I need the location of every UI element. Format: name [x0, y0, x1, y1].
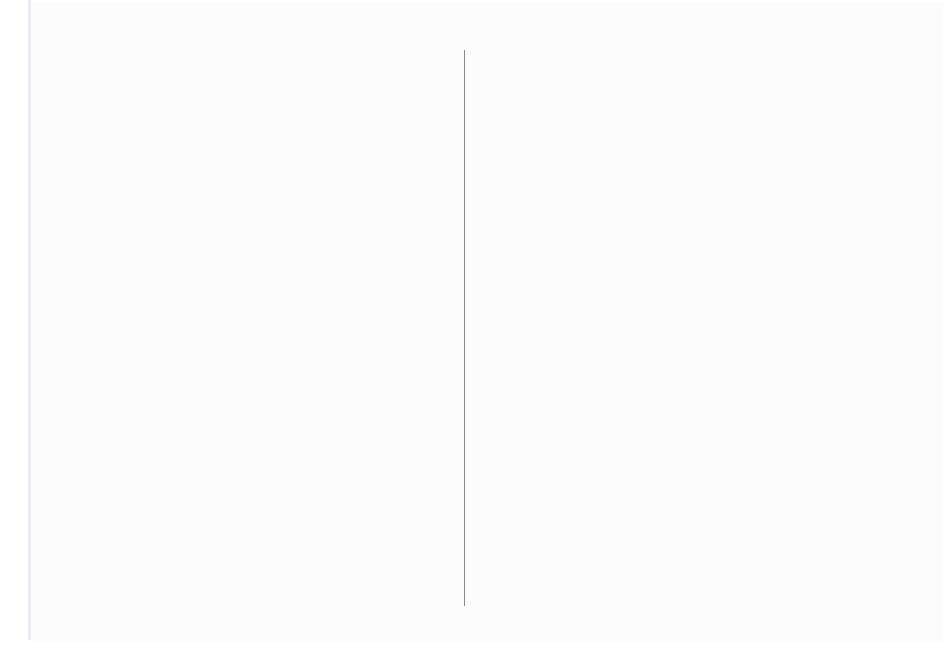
- page-edge: [28, 0, 31, 640]
- scanned-exam-sheet: [28, 2, 943, 642]
- page-divider: [464, 50, 465, 606]
